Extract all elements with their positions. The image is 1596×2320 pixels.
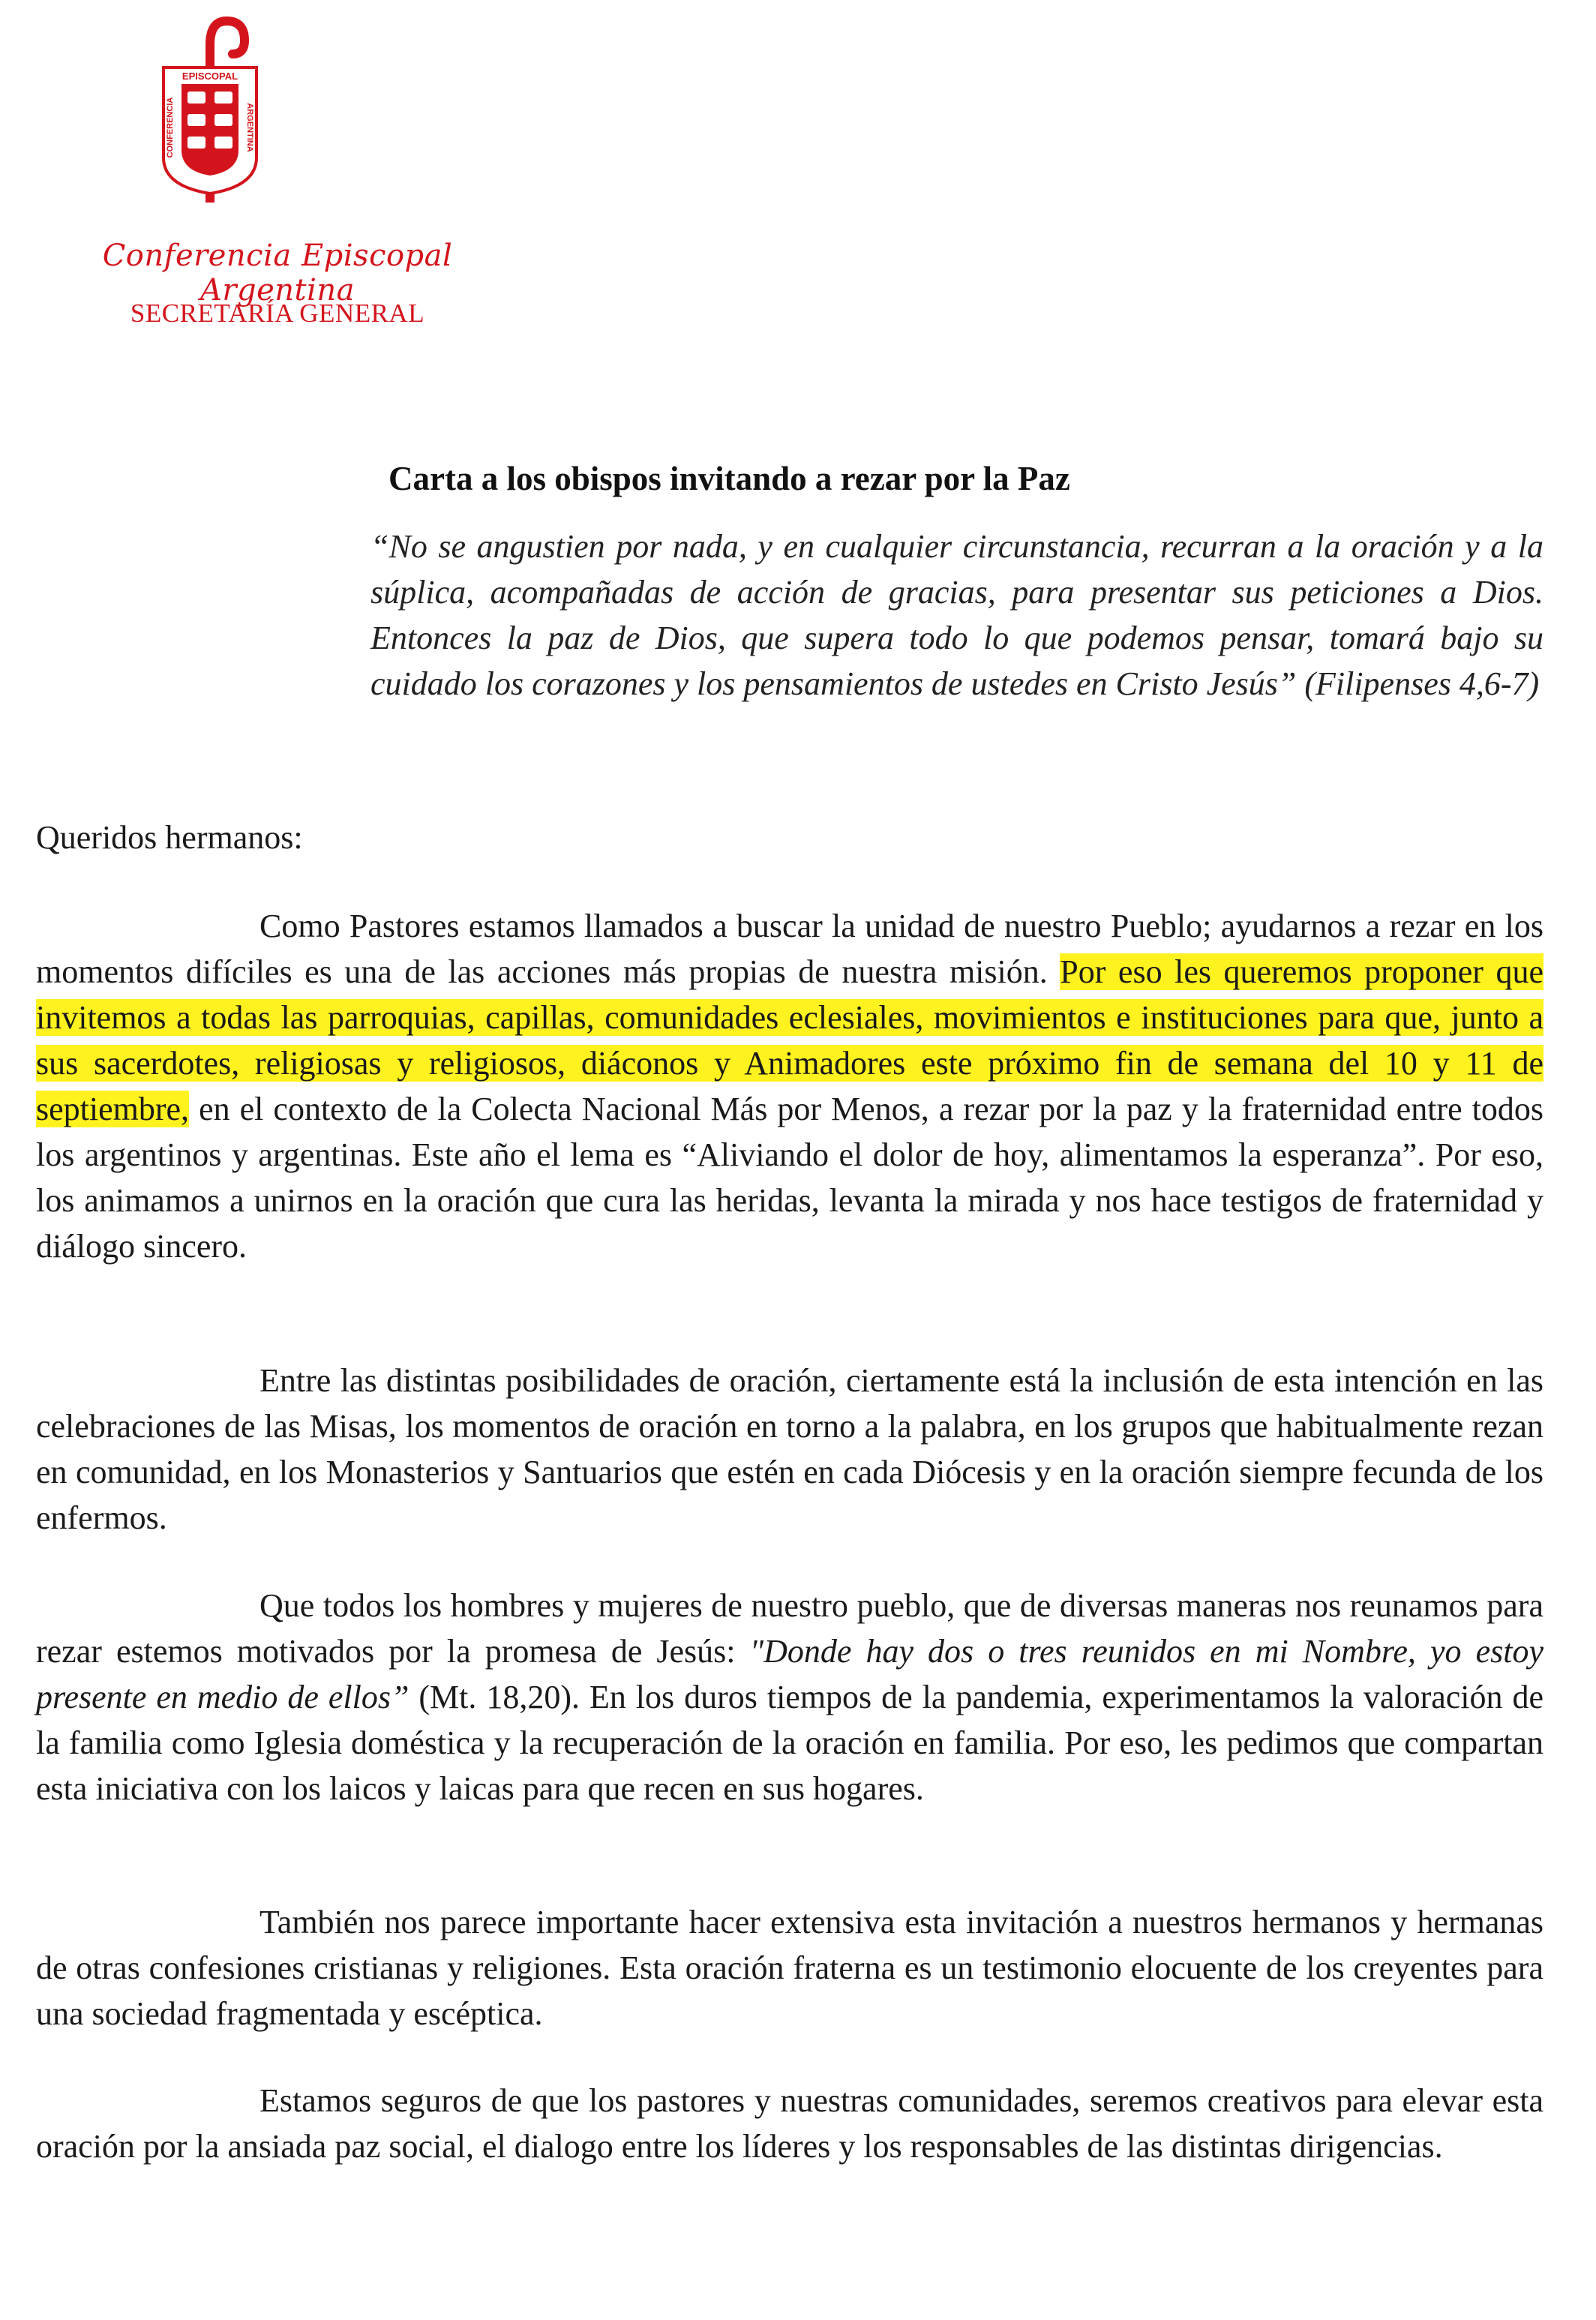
svg-text:EPISCOPAL: EPISCOPAL [182,71,238,82]
salutation: Queridos hermanos: [36,819,303,856]
epigraph-reference: (Filipenses 4,6-7) [1304,665,1540,702]
organization-name: Conferencia Episcopal Argentina [102,239,453,308]
paragraph-1 [36,903,1544,1269]
svg-text:ARGENTINA: ARGENTINA [245,103,254,152]
paragraph-5: Estamos seguros de que los pastores y nuestras comunidades, seremos creativos para elevar esta oración por la ansiada paz social, el dialogo entre los líderes y los responsables de las distintas dirigencias. [36,2082,1544,2165]
paragraph-3 [36,1583,1544,1811]
epigraph [370,524,1544,707]
highlighted-text: Por eso les queremos proponer que invitemos a todas las parroquias, capillas, comunidades eclesiales, movimientos e instituciones para que, junto a sus sacerdotes, religiosas y religiosos, diáconos y Animadores este próximo fin de semana del 10 y 11 de septiembre, [36,953,1544,1127]
paragraph-1-rest: en el contexto de la Colecta Nacional Más por Menos, a rezar por la paz y la fraternidad entre todos los argentinos y argentinas. Este año el lema es “Aliviando el dolor de hoy, alimentamos la esperanza”. Por eso, los animamos a unirnos en la oración que cura las heridas, levanta la mirada y nos hace testigos de fraternidad y diálogo sincero. [36,1091,1544,1265]
cea-crosier-shield-logo-icon [112,15,308,206]
paragraph-3-rest: (Mt. 18,20). En los duros tiempos de la pandemia, experimentamos la valoración de la familia como Iglesia doméstica y la recuperación de la oración en familia. Por eso, les pedimos que compartan esta iniciativa con los laicos y laicas para que recen en sus hogares. [36,1679,1544,1807]
gospel-quote: "Donde hay dos o tres reunidos en mi Nombre, yo estoy presente en medio de ellos” [36,1633,1544,1715]
cea-logo [112,15,308,206]
paragraph-2: Entre las distintas posibilidades de oración, ciertamente está la inclusión de esta intención en las celebraciones de las Misas, los momentos de oración en torno a la palabra, en los grupos que habitualmente rezan en comunidad, en los Monasterios y Santuarios que estén en cada Diócesis y en la oración siempre fecunda de los enfermos. [36,1362,1544,1536]
paragraph-4: También nos parece importante hacer extensiva esta invitación a nuestros hermanos y hermanas de otras confesiones cristianas y religiones. Esta oración fraterna es un testimonio elocuente de los creyentes para una sociedad fragmentada y escéptica. [36,1904,1544,2032]
paragraph-1-intro: Como Pastores estamos llamados a buscar la unidad de nuestro Pueblo; ayudarnos a rezar en los momentos difíciles es una de las acciones más propias de nuestra misión. [36,908,1544,990]
letter-title: Carta a los obispos invitando a rezar por la Paz [388,460,1070,497]
svg-text:CONFERENCIA: CONFERENCIA [166,97,175,158]
department-name: SECRETARÍA GENERAL [130,299,425,328]
paragraph-3-intro: Que todos los hombres y mujeres de nuestro pueblo, que de diversas maneras nos reunamos para rezar estemos motivados por la promesa de Jesús: [36,1587,1544,1670]
epigraph-quote: “No se angustien por nada, y en cualquier circunstancia, recurran a la oración y a la súplica, acompañadas de acción de gracias, para presentar sus peticiones a Dios. Entonces la paz de Dios, que supera todo lo que podemos pensar, tomará bajo su cuidado los corazones y los pensamientos de ustedes en Cristo Jesús” [370,528,1544,702]
